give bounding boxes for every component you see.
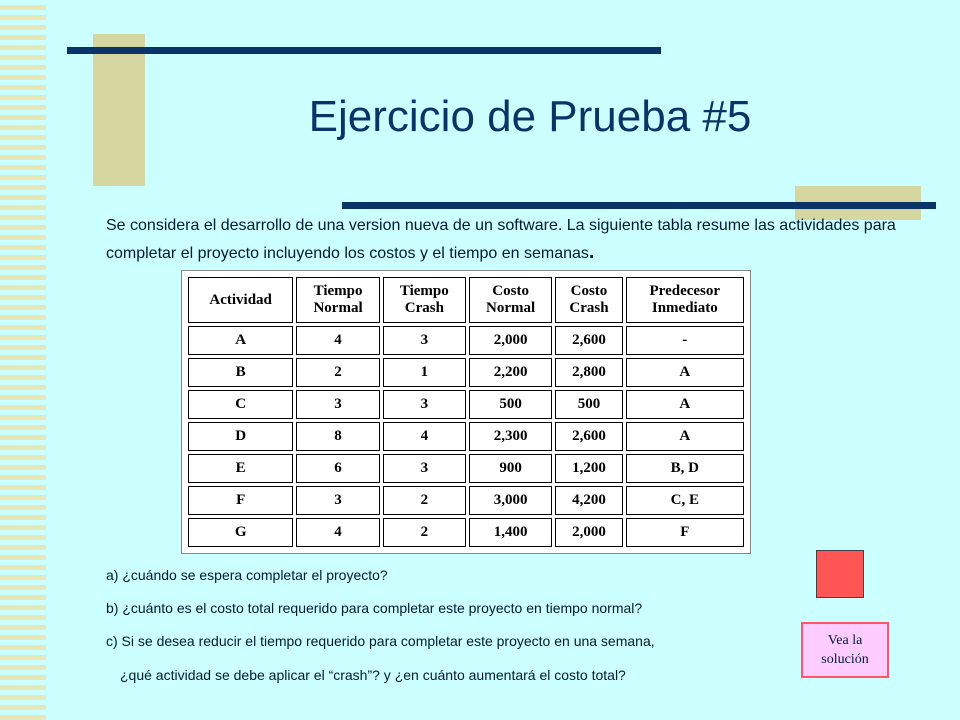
- table-row: [188, 358, 744, 387]
- question-b: b) ¿cuánto es el costo total requerido para completar este proyecto en tiempo normal?: [106, 600, 643, 616]
- table-cell: 2: [383, 486, 466, 515]
- view-solution-button[interactable]: [801, 622, 889, 678]
- table-cell: 2,600: [555, 422, 622, 451]
- intro-paragraph: [106, 212, 906, 267]
- table-cell: F: [626, 518, 744, 547]
- table-cell: 3: [383, 326, 466, 355]
- red-action-button[interactable]: [816, 550, 864, 598]
- question-c-line2: ¿qué actividad se debe aplicar el “crash”? y ¿en cuánto aumentará el costo total?: [120, 667, 626, 683]
- table-cell: F: [188, 486, 293, 515]
- intro-text: Se considera el desarrollo de una version nueva de un software. La siguiente tabla resume las actividades para completar el proyecto incluyendo los costos y el tiempo en semanas: [106, 217, 896, 262]
- table-cell: 1,400: [469, 518, 553, 547]
- table-cell: 6: [296, 454, 380, 483]
- table-cell: 2,600: [555, 326, 622, 355]
- header-line: Inmediato: [651, 300, 718, 316]
- activity-table-frame: [181, 270, 751, 554]
- olive-block-left: [93, 34, 145, 186]
- table-cell: 3: [296, 390, 380, 419]
- table-row: [188, 486, 744, 515]
- table-cell: 2: [383, 518, 466, 547]
- table-cell: D: [188, 422, 293, 451]
- header-line: Predecesor: [649, 283, 721, 299]
- table-cell: 2,000: [469, 326, 553, 355]
- solution-label-line2: solución: [821, 652, 869, 667]
- table-cell: 1: [383, 358, 466, 387]
- table-header-row: [188, 277, 744, 323]
- table-header-cell: [555, 277, 622, 323]
- table-cell: 2,000: [555, 518, 622, 547]
- table-cell: 1,200: [555, 454, 622, 483]
- question-a: a) ¿cuándo se espera completar el proyecto?: [106, 567, 388, 583]
- table-header-cell: [469, 277, 553, 323]
- question-c-line1: c) Si se desea reducir el tiempo requerido para completar este proyecto en una semana,: [106, 633, 655, 649]
- header-line: Costo: [570, 283, 608, 299]
- table-cell: B: [188, 358, 293, 387]
- table-cell: A: [626, 390, 744, 419]
- bottom-accent-bar: [342, 202, 936, 209]
- table-cell: 3: [383, 390, 466, 419]
- table-row: [188, 518, 744, 547]
- header-line: Actividad: [209, 291, 272, 308]
- header-line: Costo: [492, 283, 529, 299]
- table-cell: 2: [296, 358, 380, 387]
- header-line: Crash: [404, 300, 444, 316]
- table-cell: C, E: [626, 486, 744, 515]
- table-cell: C: [188, 390, 293, 419]
- header-line: Normal: [486, 300, 536, 316]
- side-stripe-decoration: [0, 0, 46, 720]
- table-cell: 3,000: [469, 486, 553, 515]
- table-header-cell: [626, 277, 744, 323]
- table-row: [188, 422, 744, 451]
- top-accent-bar: [67, 47, 661, 54]
- table-cell: A: [626, 358, 744, 387]
- table-cell: 900: [469, 454, 553, 483]
- table-cell: 4: [296, 326, 380, 355]
- table-cell: 8: [296, 422, 380, 451]
- header-line: Normal: [313, 300, 363, 316]
- table-cell: -: [626, 326, 744, 355]
- table-cell: 4: [383, 422, 466, 451]
- table-cell: A: [188, 326, 293, 355]
- table-header-cell: [188, 277, 293, 323]
- table-row: [188, 390, 744, 419]
- table-cell: 3: [296, 486, 380, 515]
- table-cell: 4: [296, 518, 380, 547]
- header-line: Tiempo: [399, 283, 449, 299]
- activity-table: [185, 274, 747, 550]
- table-cell: 3: [383, 454, 466, 483]
- table-cell: 2,800: [555, 358, 622, 387]
- table-header-cell: [296, 277, 380, 323]
- table-cell: 4,200: [555, 486, 622, 515]
- header-line: Crash: [569, 300, 609, 316]
- table-row: [188, 326, 744, 355]
- table-cell: 2,200: [469, 358, 553, 387]
- table-cell: E: [188, 454, 293, 483]
- intro-period: .: [588, 241, 595, 263]
- table-cell: 2,300: [469, 422, 553, 451]
- table-cell: A: [626, 422, 744, 451]
- header-line: Tiempo: [313, 283, 363, 299]
- table-header-cell: [383, 277, 466, 323]
- slide-title: Ejercicio de Prueba #5: [308, 92, 752, 141]
- table-cell: 500: [469, 390, 553, 419]
- solution-label-line1: Vea la: [827, 633, 863, 648]
- table-cell: G: [188, 518, 293, 547]
- table-cell: 500: [555, 390, 622, 419]
- table-row: [188, 454, 744, 483]
- table-cell: B, D: [626, 454, 744, 483]
